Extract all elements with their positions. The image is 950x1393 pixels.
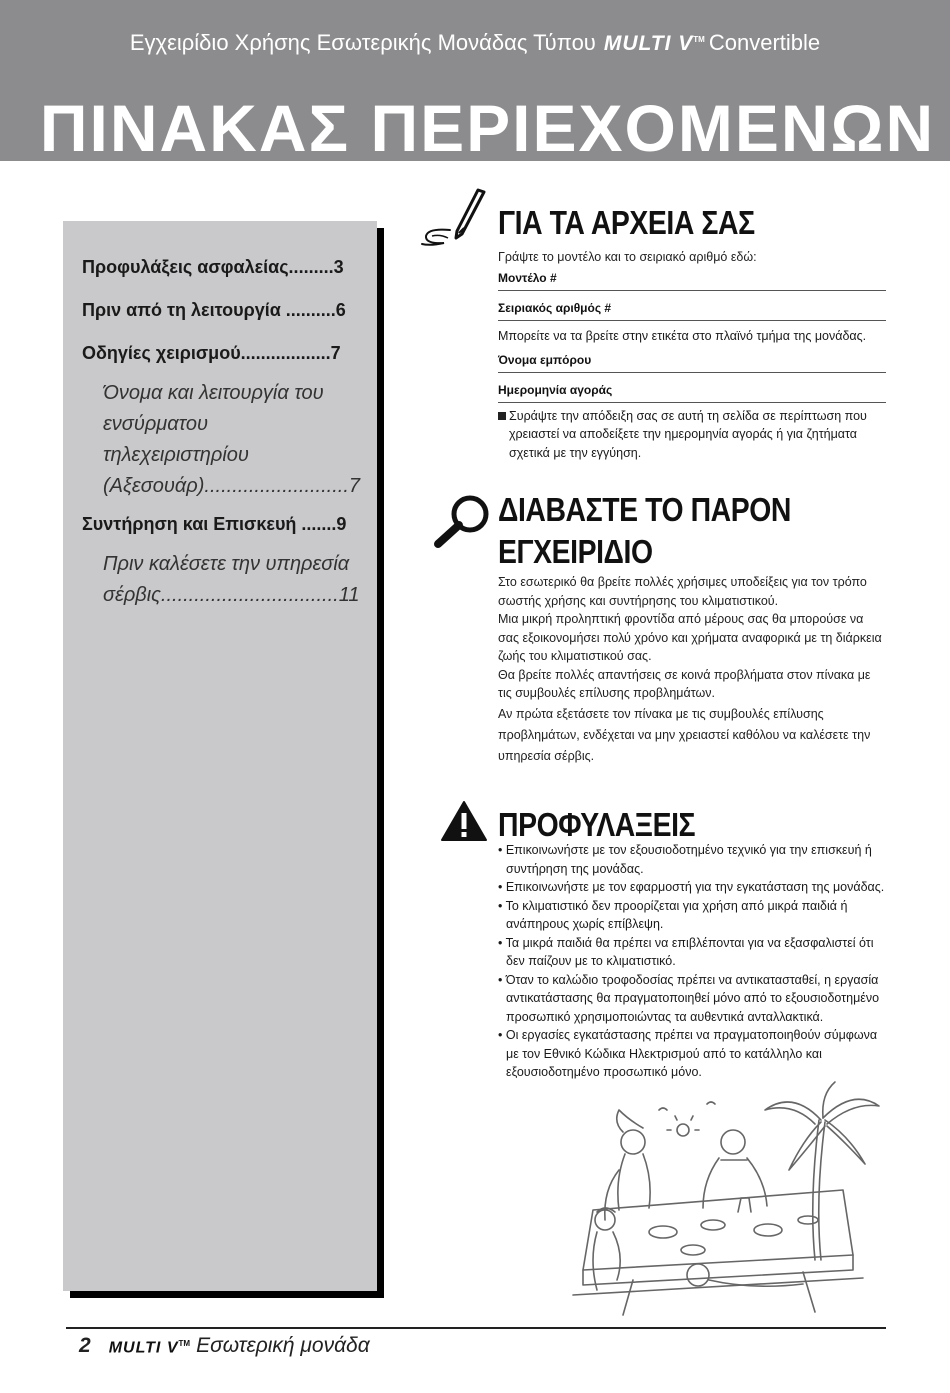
page-number: 2 — [79, 1334, 91, 1357]
records-intro: Γράψτε το μοντέλο και το σειριακό αριθμό εδώ: — [498, 250, 757, 264]
caution-item: • Επικοινωνήστε με τον εξουσιοδοτημένο τεχνικό για την επισκευή ή συντήρηση της μονάδας. — [498, 843, 872, 876]
records-title: ΓΙΑ ΤΑ ΑΡΧΕΙΑ ΣΑΣ — [498, 204, 755, 241]
magnifier-icon — [430, 492, 496, 552]
cautions-title: ΠΡΟΦΥΛΑΞΕΙΣ — [498, 806, 696, 843]
table-of-contents — [63, 221, 377, 1291]
subtitle-suffix: Convertible — [708, 30, 821, 55]
footer-rule — [66, 1327, 886, 1329]
dealer-field[interactable]: Όνομα εμπόρου — [498, 349, 886, 373]
footer-text: Εσωτερική μονάδα — [196, 1334, 370, 1357]
caution-item: • Το κλιματιστικό δεν προορίζεται για χρήση από μικρά παιδιά ή ανάπηρους χωρίς επίβλεψη. — [498, 898, 848, 931]
toc-entry-wired-remote[interactable]: Όνομα και λειτουργία του ενσύρματου τηλεχειριστηρίου (Αξεσουάρ)..........................7 — [103, 382, 361, 497]
read-manual-title-line1: ΔΙΑΒΑΣΤΕ ΤΟ ΠΑΡΟΝ — [498, 491, 791, 528]
caution-item: • Οι εργασίες εγκατάστασης πρέπει να πραγματοποιηθούν σύμφωνα με τον Εθνικό Κώδικα Ηλεκτρισμού από το κατάλληλο και εξουσιοδοτημένο προσωπικό μόνο. — [498, 1028, 878, 1079]
read-manual-title-line2: ΕΓΧΕΙΡΙΔΙΟ — [498, 533, 653, 570]
read-para-2: Μια μικρή προληπτική φροντίδα από μέρους σας θα μπορούσε να σας εξοικονομήσει πολύ χρόνο και χρήματα αναφορικά με τη διάρκεια ζωής του κλιματιστικού σας. — [498, 612, 882, 663]
pen-icon — [420, 188, 492, 250]
picnic-illustration — [553, 1080, 888, 1320]
page-footer — [79, 1334, 370, 1358]
toc-entry-operating-instructions[interactable]: Οδηγίες χειρισμού..................7 — [82, 343, 341, 363]
warning-icon — [440, 800, 488, 842]
header-subtitle — [0, 30, 950, 56]
toc-entry-safety[interactable]: Προφυλάξεις ασφαλείας.........3 — [82, 257, 344, 277]
square-bullet-icon — [498, 412, 506, 420]
read-para-3: Θα βρείτε πολλές απαντήσεις σε κοινά προβλήματα στον πίνακα με τις συμβουλές επίλυσης προβλημάτων. — [498, 667, 871, 700]
subtitle-prefix: Εγχειρίδιο Χρήσης Εσωτερικής Μονάδας Τύπου — [129, 30, 596, 55]
caution-item: • Όταν το καλώδιο τροφοδοσίας πρέπει να αντικατασταθεί, η εργασία αντικατάστασης θα πραγματοποιηθεί μόνο από το εξουσιοδοτημένο προσωπικό χρησιμοποιώντας τα αυθεντικά ανταλλακτικά. — [498, 972, 880, 1024]
read-para-1: Στο εσωτερικό θα βρείτε πολλές χρήσιμες υποδείξεις για τον τρόπο σωστής χρήσης και συντήρησης του κλιματιστικού. — [498, 575, 867, 608]
page-header — [0, 0, 950, 165]
toc-entry-maintenance[interactable]: Συντήρηση και Επισκευή .......9 — [82, 514, 347, 534]
toc-entry-before-service[interactable]: Πριν καλέσετε την υπηρεσία σέρβις................................11 — [103, 553, 360, 606]
cautions-section — [498, 804, 886, 1082]
label-note: Μπορείτε να τα βρείτε στην ετικέτα στο πλαϊνό τμήμα της μονάδας. — [498, 328, 867, 343]
caution-item: • Επικοινωνήστε με τον εφαρμοστή για την εγκατάσταση της μονάδας. — [498, 880, 885, 894]
caution-item: • Τα μικρά παιδιά θα πρέπει να επιβλέπονται για να εξασφαλιστεί ότι δεν παίζουν με το κλιματιστικό. — [498, 935, 874, 968]
model-field[interactable]: Μοντέλο # — [498, 267, 886, 291]
read-para-4: Αν πρώτα εξετάσετε τον πίνακα με τις συμβουλές επίλυσης προβλημάτων, ενδέχεται να μην χρειαστεί καθόλου να καλέσετε την υπηρεσία σέρβις. — [498, 706, 871, 763]
read-manual-section — [498, 489, 886, 767]
page-title: ΠΙΝΑΚΑΣ ΠΕΡΙΕΧΟΜΕΝΩΝ — [39, 91, 936, 165]
records-section — [498, 202, 886, 462]
purchase-date-field[interactable]: Ημερομηνία αγοράς — [498, 373, 886, 403]
staple-note: Συράψτε την απόδειξη σας σε αυτή τη σελίδα σε περίπτωση που χρειαστεί να αποδείξετε την ημερομηνία αγοράς ή για ζητήματα σχετικά με την εγγύηση. — [498, 407, 886, 463]
toc-entry-before-operation[interactable]: Πριν από τη λειτουργία ..........6 — [82, 300, 346, 320]
brand-logo: MULTI V™ — [603, 32, 705, 55]
serial-field[interactable]: Σειριακός αριθμός # — [498, 291, 886, 321]
footer-brand-logo: MULTI V™ — [108, 1338, 191, 1356]
